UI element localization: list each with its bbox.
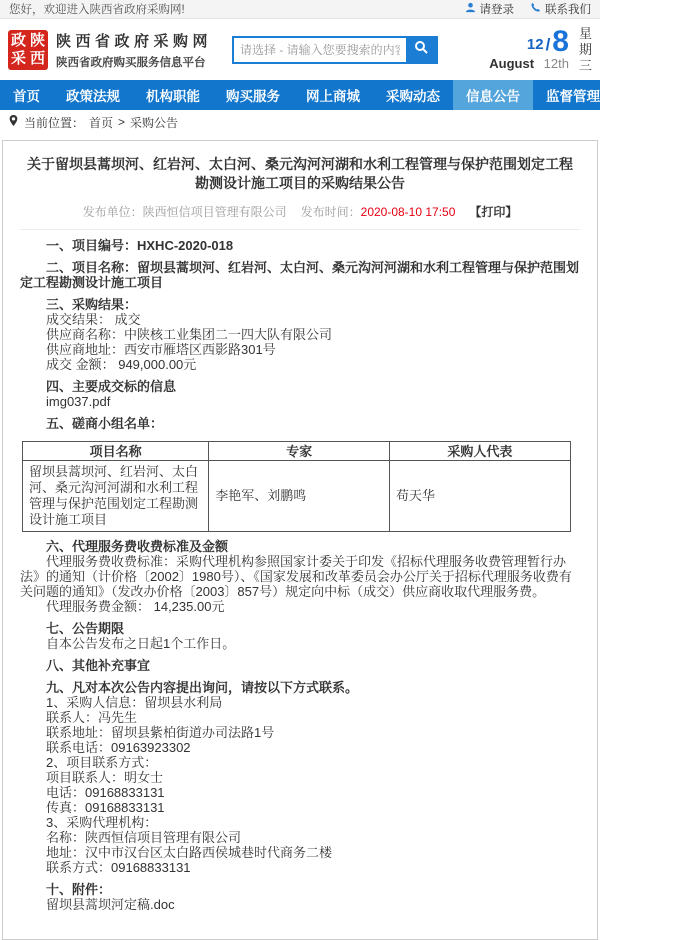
text-line: 八、其他补充事宜 [46,658,151,673]
text-line: 七、公告期限 [46,621,125,636]
text-line: 3、采购代理机构： [46,815,158,830]
weekday-label [579,26,592,74]
cell-experts: 李艳军、刘鹏鸣 [209,461,390,532]
col-header-experts: 专家 [209,442,390,461]
paragraph [20,297,580,372]
location-pin-icon [8,114,19,130]
date-day-left: 12 [526,36,544,53]
breadcrumb [0,110,600,134]
text-line: 四、主要成交标的信息 [46,379,177,394]
welcome-text: 您好，欢迎进入陕西省政府采购网! [9,4,185,16]
nav-item[interactable]: 政策法规 [66,89,120,104]
nav-item[interactable]: 机构职能 [146,89,200,104]
login-label: 请登录 [479,4,514,16]
paragraph [20,260,580,290]
nav-item[interactable]: 服务专区 [626,89,680,104]
contact-label: 联系我们 [545,4,591,16]
article-body [20,238,580,912]
nav-item[interactable]: 首页 [13,89,40,104]
announcement-panel [2,140,598,940]
breadcrumb-separator: > [118,115,126,129]
body-before-table [20,238,580,431]
text-line: 地址：汉中市汉台区太白路西侯城巷时代商务二楼 [46,845,333,860]
text-line: 2、项目联系方式： [46,755,158,770]
col-header-buyer-rep: 采购人代表 [390,442,571,461]
search-input[interactable] [234,38,406,62]
search-button[interactable] [406,38,436,62]
print-button[interactable]: 【打印】 [469,205,518,219]
text-line: 供应商地址：西安市雁塔区西影路301号 [46,342,276,357]
attachment-link[interactable]: img037.pdf [46,394,111,409]
text-line: 联系方式：09168833131 [46,860,191,875]
breadcrumb-current: 采购公告 [130,115,179,130]
publisher-name: 陕西恒信项目管理有限公司 [142,205,287,219]
breadcrumb-label: 当前位置： [24,115,85,130]
text-line: 自本公告发布之日起1个工作日。 [46,636,236,651]
paragraph [20,238,580,253]
text-line: 成交 金额： 949,000.00元 [46,357,197,372]
text-line: 一、项目编号：HXHC-2020-018 [46,238,234,253]
text-line: 传真：09168833131 [46,800,165,815]
date-display [489,26,592,74]
logo-mark [8,30,48,70]
nav-item[interactable]: 监督管理 [546,89,600,104]
contact-link[interactable] [530,1,591,17]
publish-time-label: 发布时间： [300,205,361,219]
text-line: 九、凡对本次公告内容提出询问，请按以下方式联系。 [46,680,359,695]
text-line: 电话：09168833131 [46,785,165,800]
search-icon [414,40,428,59]
cell-project-name: 留坝县蒿坝河、红岩河、太白河、桑元沟河河湖和水利工程管理与保护范围划定工程勘测设计施工项目 [23,461,209,532]
paragraph [20,416,580,431]
cell-buyer-rep: 苟天华 [390,461,571,532]
nav-item[interactable]: 网上商城 [306,89,360,104]
user-icon [465,2,476,16]
text-line: 联系人：冯先生 [46,710,138,725]
date-day-big: 8 [552,25,569,58]
article-meta [20,203,580,230]
publisher-label: 发布单位： [82,205,143,219]
paragraph [20,621,580,651]
text-line: 十、附件： [46,882,112,897]
text-line: 二、项目名称：留坝县蒿坝河、红岩河、太白河、桑元沟河河湖和水利工程管理与保护范围划定工程勘测设计施工项目 [20,260,580,290]
text-line: 五、磋商小组名单： [46,416,164,431]
nav-item[interactable]: 购买服务 [226,89,280,104]
table-header-row [23,442,571,461]
text-line: 名称：陕西恒信项目管理有限公司 [46,830,242,845]
paragraph [20,539,580,614]
date-slash: / [545,35,551,54]
site-subtitle: 陕西省政府购买服务信息平台 [56,56,206,69]
text-line: 三、采购结果： [46,297,138,312]
login-link[interactable] [465,1,515,17]
body-after-table [20,539,580,912]
phone-icon [530,2,541,16]
paragraph [20,882,580,912]
review-panel-table [22,441,571,532]
site-logo[interactable] [8,30,232,70]
page-title: 关于留坝县蒿坝河、红岩河、太白河、桑元沟河河湖和水利工程管理与保护范围划定工程勘测设计施工项目的采购结果公告 [27,156,573,191]
paragraph [20,658,580,673]
nav-item[interactable]: 采购动态 [386,89,440,104]
search-bar [232,36,438,64]
text-line: 六、代理服务费收费标准及金额 [46,539,229,554]
weekday-char: 期 [578,41,592,57]
text-line: 联系地址：留坝县紫柏街道办司法路1号 [46,725,275,740]
text-line: 代理服务费金额： 14,235.00元 [46,599,225,614]
text-line: 代理服务费收费标准：采购代理机构参照国家计委关于印发《招标代理服务收费管理暂行办法》的通知（计价格〔2002〕1980号）、《国家发展和改革委员会办公厅关于招标代理服务收费有关问题的通知》（发改办价格〔2003〕857号）规定向中标（成交）供应商收取代理服务费。 [20,554,572,599]
text-line: 成交结果： 成交 [46,312,141,327]
breadcrumb-home[interactable]: 首页 [89,115,114,130]
text-line: 供应商名称：中陕核工业集团二一四大队有限公司 [46,327,333,342]
table-row [23,461,571,532]
col-header-project: 项目名称 [23,442,209,461]
attachment-link[interactable]: 留坝县蒿坝河定稿.doc [46,897,175,912]
paragraph [20,680,580,875]
logo-char: 政 [10,31,26,49]
logo-char: 西 [29,49,45,67]
weekday-char: 三 [578,57,592,73]
logo-char: 陕 [29,31,45,49]
paragraph [20,379,580,409]
date-numbers [489,25,569,71]
date-month: August [489,56,535,71]
site-name: 陕西省政府采购网 [56,32,213,50]
weekday-char: 星 [578,25,592,41]
site-header [0,19,600,80]
date-ordinal: 12th [543,56,569,71]
topbar [0,0,600,19]
text-line: 项目联系人：明女士 [46,770,164,785]
text-line: 联系电话：09163923302 [46,740,191,755]
main-nav [0,80,680,110]
nav-item[interactable]: 信息公告 [453,80,533,110]
text-line: 1、采购人信息：留坝县水利局 [46,695,223,710]
publish-time: 2020-08-10 17:50 [360,205,456,219]
logo-char: 采 [10,49,26,67]
topbar-links [465,1,592,17]
